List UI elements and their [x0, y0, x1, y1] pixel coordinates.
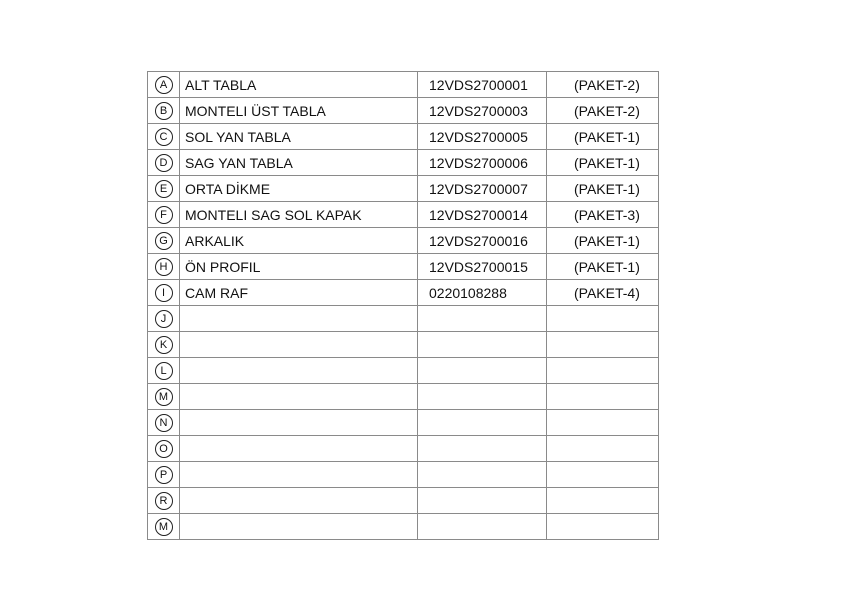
table-row: [148, 384, 659, 410]
part-code-cell: [418, 410, 547, 436]
package-cell: (PAKET-1): [547, 150, 659, 176]
table-row: [148, 202, 659, 228]
table-row: [148, 332, 659, 358]
row-letter-cell: [148, 124, 180, 150]
row-letter-cell: [148, 98, 180, 124]
part-code-cell: 12VDS2700005: [418, 124, 547, 150]
part-code-cell: [418, 306, 547, 332]
row-letter-cell: [148, 254, 180, 280]
part-name-cell: [180, 384, 418, 410]
part-name-cell: MONTELI SAG SOL KAPAK: [180, 202, 418, 228]
row-letter-badge: D: [155, 154, 173, 172]
package-cell: (PAKET-1): [547, 228, 659, 254]
part-name-cell: [180, 358, 418, 384]
part-code-cell: [418, 436, 547, 462]
parts-table-body: [148, 72, 659, 540]
part-name-cell: [180, 462, 418, 488]
row-letter-cell: [148, 410, 180, 436]
part-name-cell: [180, 488, 418, 514]
part-code-cell: [418, 358, 547, 384]
part-code-cell: 12VDS2700006: [418, 150, 547, 176]
package-cell: (PAKET-2): [547, 72, 659, 98]
table-row: [148, 228, 659, 254]
table-row: [148, 436, 659, 462]
table-row: [148, 358, 659, 384]
package-cell: [547, 332, 659, 358]
package-cell: [547, 306, 659, 332]
package-cell: [547, 436, 659, 462]
row-letter-cell: [148, 306, 180, 332]
row-letter-badge: B: [155, 102, 173, 120]
row-letter-badge: M: [155, 388, 173, 406]
row-letter-cell: [148, 358, 180, 384]
row-letter-cell: [148, 384, 180, 410]
row-letter-cell: [148, 72, 180, 98]
row-letter-badge: N: [155, 414, 173, 432]
table-row: [148, 488, 659, 514]
table-row: [148, 150, 659, 176]
part-code-cell: 12VDS2700016: [418, 228, 547, 254]
table-row: [148, 176, 659, 202]
row-letter-badge: G: [155, 232, 173, 250]
row-letter-badge: A: [155, 76, 173, 94]
package-cell: [547, 410, 659, 436]
row-letter-badge: C: [155, 128, 173, 146]
part-name-cell: MONTELI ÜST TABLA: [180, 98, 418, 124]
row-letter-cell: [148, 280, 180, 306]
part-name-cell: [180, 436, 418, 462]
table-row: [148, 410, 659, 436]
row-letter-badge: P: [155, 466, 173, 484]
part-code-cell: [418, 462, 547, 488]
table-row: [148, 124, 659, 150]
part-code-cell: [418, 332, 547, 358]
package-cell: [547, 462, 659, 488]
row-letter-cell: [148, 332, 180, 358]
part-name-cell: SOL YAN TABLA: [180, 124, 418, 150]
row-letter-badge: L: [155, 362, 173, 380]
part-code-cell: [418, 514, 547, 540]
part-name-cell: SAG YAN TABLA: [180, 150, 418, 176]
package-cell: (PAKET-1): [547, 254, 659, 280]
table-row: [148, 280, 659, 306]
part-name-cell: ALT TABLA: [180, 72, 418, 98]
table-row: [148, 254, 659, 280]
package-cell: (PAKET-1): [547, 124, 659, 150]
row-letter-cell: [148, 202, 180, 228]
row-letter-badge: E: [155, 180, 173, 198]
package-cell: (PAKET-2): [547, 98, 659, 124]
row-letter-badge: J: [155, 310, 173, 328]
table-row: [148, 98, 659, 124]
part-code-cell: 12VDS2700003: [418, 98, 547, 124]
package-cell: (PAKET-1): [547, 176, 659, 202]
row-letter-badge: K: [155, 336, 173, 354]
table-row: [148, 306, 659, 332]
package-cell: (PAKET-4): [547, 280, 659, 306]
part-name-cell: [180, 410, 418, 436]
package-cell: [547, 488, 659, 514]
row-letter-cell: [148, 176, 180, 202]
part-code-cell: 12VDS2700014: [418, 202, 547, 228]
part-name-cell: ORTA DİKME: [180, 176, 418, 202]
package-cell: [547, 358, 659, 384]
row-letter-badge: F: [155, 206, 173, 224]
part-code-cell: 12VDS2700001: [418, 72, 547, 98]
row-letter-badge: R: [155, 492, 173, 510]
row-letter-badge: M: [155, 518, 173, 536]
part-code-cell: [418, 384, 547, 410]
row-letter-cell: [148, 514, 180, 540]
parts-table: [147, 71, 659, 540]
row-letter-badge: I: [155, 284, 173, 302]
part-code-cell: 12VDS2700015: [418, 254, 547, 280]
table-row: [148, 72, 659, 98]
part-code-cell: 12VDS2700007: [418, 176, 547, 202]
package-cell: [547, 514, 659, 540]
part-name-cell: CAM RAF: [180, 280, 418, 306]
package-cell: [547, 384, 659, 410]
row-letter-cell: [148, 462, 180, 488]
row-letter-badge: H: [155, 258, 173, 276]
row-letter-cell: [148, 488, 180, 514]
package-cell: (PAKET-3): [547, 202, 659, 228]
row-letter-cell: [148, 436, 180, 462]
part-name-cell: ARKALIK: [180, 228, 418, 254]
row-letter-badge: O: [155, 440, 173, 458]
part-code-cell: 0220108288: [418, 280, 547, 306]
part-code-cell: [418, 488, 547, 514]
part-name-cell: [180, 514, 418, 540]
row-letter-cell: [148, 150, 180, 176]
part-name-cell: ÖN PROFIL: [180, 254, 418, 280]
table-row: [148, 514, 659, 540]
row-letter-cell: [148, 228, 180, 254]
part-name-cell: [180, 306, 418, 332]
part-name-cell: [180, 332, 418, 358]
table-row: [148, 462, 659, 488]
